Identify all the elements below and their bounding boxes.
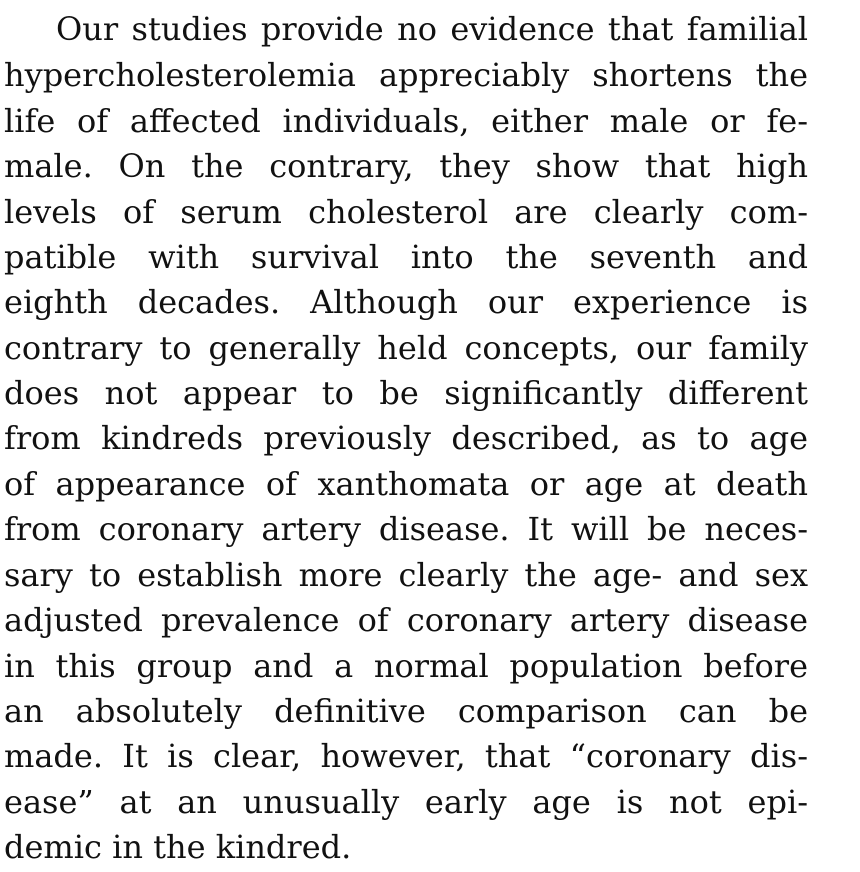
paragraph-line-10: from kindreds previously described, as to age bbox=[4, 419, 808, 457]
paragraph-line-11: of appearance of xanthomata or age at death bbox=[4, 465, 808, 503]
paragraph-line-14: adjusted prevalence of coronary artery disease bbox=[4, 601, 808, 639]
paragraph-line-2: hypercholesterolemia appreciably shortens the bbox=[4, 56, 808, 94]
paragraph-line-18: ease” at an unusually early age is not epi- bbox=[4, 783, 808, 821]
paragraph-line-19: demic in the kindred. bbox=[4, 828, 352, 866]
paragraph-line-15: in this group and a normal population before bbox=[4, 647, 808, 685]
paragraph-line-7: eighth decades. Although our experience is bbox=[4, 283, 808, 321]
paragraph-line-17: made. It is clear, however, that “coronary dis- bbox=[4, 737, 808, 775]
paragraph-line-6: patible with survival into the seventh and bbox=[4, 238, 808, 276]
paragraph-line-16: an absolutely definitive comparison can be bbox=[4, 692, 808, 730]
paragraph-line-1: Our studies provide no evidence that familial bbox=[56, 10, 808, 48]
paragraph-line-9: does not appear to be significantly different bbox=[4, 374, 808, 412]
paragraph-line-12: from coronary artery disease. It will be neces- bbox=[4, 510, 808, 548]
paragraph-line-13: sary to establish more clearly the age- and sex bbox=[4, 556, 808, 594]
paragraph-line-3: life of affected individuals, either male or fe- bbox=[4, 102, 808, 140]
paragraph-line-5: levels of serum cholesterol are clearly com- bbox=[4, 193, 808, 231]
paragraph-line-8: contrary to generally held concepts, our family bbox=[4, 329, 808, 367]
paragraph-line-4: male. On the contrary, they show that high bbox=[4, 147, 808, 185]
